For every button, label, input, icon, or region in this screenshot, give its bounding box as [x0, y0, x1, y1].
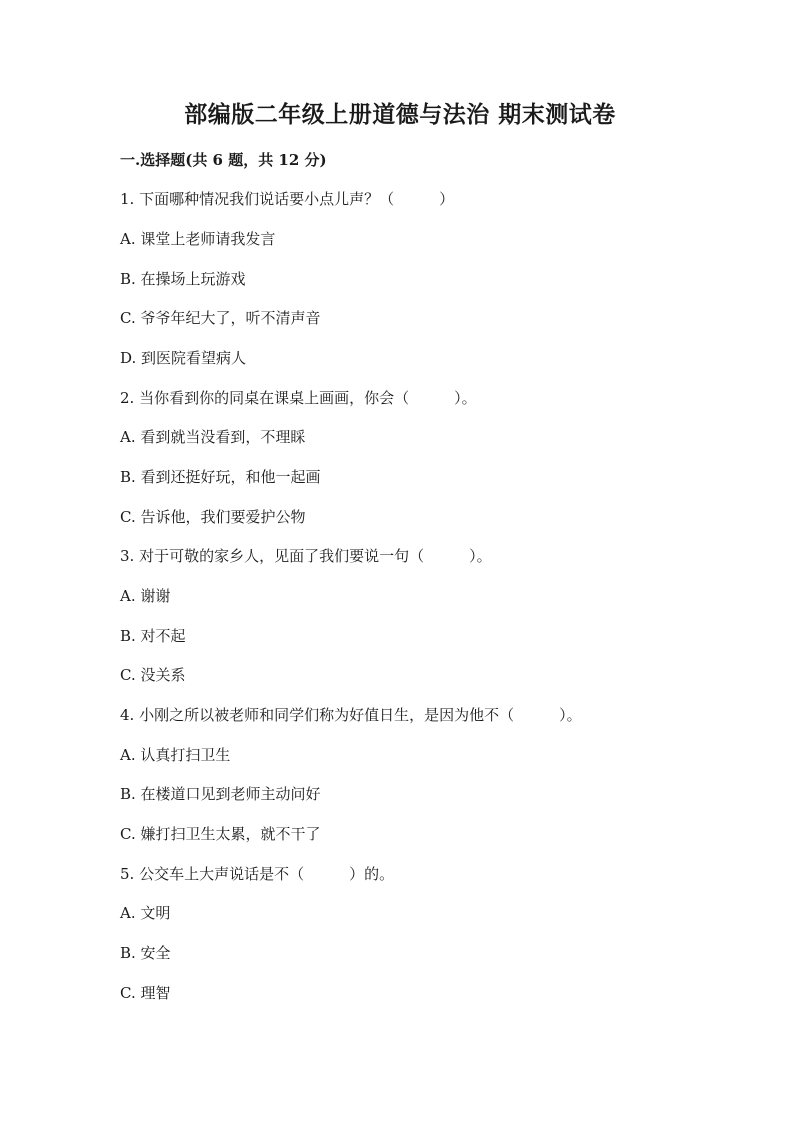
question-4-option-a: A. 认真打扫卫生 — [120, 746, 231, 764]
question-5-option-a: A. 文明 — [120, 904, 171, 922]
question-1-stem: 1. 下面哪种情况我们说话要小点儿声？（ ） — [120, 190, 455, 208]
question-5-option-c: C. 理智 — [120, 984, 171, 1002]
question-3-option-c: C. 没关系 — [120, 666, 186, 684]
question-2-stem: 2. 当你看到你的同桌在课桌上画画，你会（ ）。 — [120, 389, 477, 407]
question-2-option-a: A. 看到就当没看到，不理睬 — [120, 428, 306, 446]
question-5-option-b: B. 安全 — [120, 944, 171, 962]
question-1-option-d: D. 到医院看望病人 — [120, 349, 247, 367]
question-3-option-b: B. 对不起 — [120, 627, 186, 645]
section-heading: 一.选择题(共 6 题，共 12 分) — [120, 151, 327, 169]
question-2-option-c: C. 告诉他，我们要爱护公物 — [120, 508, 306, 526]
question-4-option-b: B. 在楼道口见到老师主动问好 — [120, 785, 321, 803]
page-title: 部编版二年级上册道德与法治 期末测试卷 — [184, 101, 616, 128]
question-1-option-b: B. 在操场上玩游戏 — [120, 270, 246, 288]
question-3-stem: 3. 对于可敬的家乡人，见面了我们要说一句（ ）。 — [120, 547, 492, 565]
question-1-option-c: C. 爷爷年纪大了，听不清声音 — [120, 309, 321, 327]
question-1-option-a: A. 课堂上老师请我发言 — [120, 230, 276, 248]
question-2-option-b: B. 看到还挺好玩，和他一起画 — [120, 468, 321, 486]
question-4-option-c: C. 嫌打扫卫生太累，就不干了 — [120, 825, 321, 843]
question-3-option-a: A. 谢谢 — [120, 587, 171, 605]
question-4-stem: 4. 小刚之所以被老师和同学们称为好值日生，是因为他不（ ）。 — [120, 706, 582, 724]
question-5-stem: 5. 公交车上大声说话是不（ ）的。 — [120, 865, 395, 883]
